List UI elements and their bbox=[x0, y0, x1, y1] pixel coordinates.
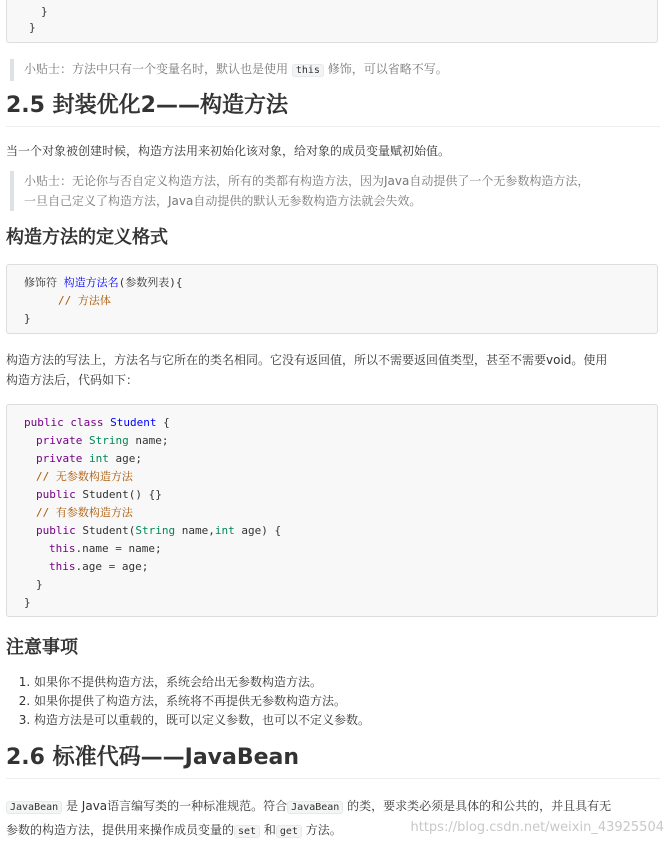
code-line: // 无参数构造方法 bbox=[36, 470, 133, 483]
paragraph-javabean bbox=[6, 795, 662, 843]
code-token: .name bbox=[75, 542, 116, 555]
code-line bbox=[36, 522, 281, 540]
code-token: (参数列表){ bbox=[118, 276, 183, 289]
code-line: // 方法体 bbox=[58, 294, 111, 307]
code-line bbox=[36, 486, 162, 504]
watermark: https://blog.csdn.net/weixin_43925504 bbox=[410, 820, 664, 835]
code-block-top bbox=[6, 0, 658, 43]
tip-text: 修饰，可以省略不写。 bbox=[327, 62, 448, 76]
paragraph-text: 是 Java语言编写类的一种标准规范。符合 bbox=[62, 799, 288, 813]
code-token: = bbox=[115, 542, 122, 555]
code-token: 构造方法名 bbox=[63, 276, 119, 289]
code-token: Student bbox=[110, 416, 157, 429]
code-token: age; bbox=[108, 452, 142, 465]
tip-line: 一旦自己定义了构造方法，Java自动提供的默认无参数构造方法就会失效。 bbox=[24, 194, 422, 208]
paragraph-text: 参数的构造方法，提供用来操作成员变量的 bbox=[6, 823, 235, 837]
code-token: int bbox=[214, 524, 235, 537]
inline-code-this: this bbox=[292, 64, 324, 77]
heading-2-6: 2.6 标准代码——JavaBean bbox=[6, 744, 660, 779]
heading-definition-format: 构造方法的定义格式 bbox=[6, 227, 168, 248]
code-token: { bbox=[156, 416, 170, 429]
code-token: this bbox=[49, 542, 76, 555]
code-token: public class bbox=[24, 416, 104, 429]
code-token: age; bbox=[115, 560, 149, 573]
paragraph-text: 和 bbox=[260, 823, 276, 837]
code-token: Student( bbox=[75, 524, 136, 537]
code-token: age) { bbox=[234, 524, 282, 537]
tip-text: 小贴士：方法中只有一个变量名时，默认也是使用 bbox=[24, 62, 289, 76]
code-token: private bbox=[36, 452, 83, 465]
notes-list bbox=[6, 673, 370, 730]
paragraph-line bbox=[6, 795, 662, 819]
tip-line: 小贴士：无论你与否自定义构造方法，所有的类都有构造方法，因为Java自动提供了一个无参数构造方法， bbox=[24, 174, 590, 188]
code-token: = bbox=[108, 560, 116, 573]
tip-quote-constructor bbox=[10, 171, 589, 211]
code-line: // 有参数构造方法 bbox=[36, 506, 133, 519]
code-line bbox=[49, 558, 148, 576]
code-line bbox=[49, 540, 162, 558]
list-item: 3. 构造方法是可以重载的，既可以定义参数，也可以不定义参数。 bbox=[34, 711, 370, 730]
code-token: int bbox=[88, 452, 109, 465]
code-token: public bbox=[36, 488, 76, 501]
inline-code-javabean: JavaBean bbox=[287, 801, 343, 814]
code-line bbox=[24, 414, 170, 432]
code-token: String bbox=[135, 524, 176, 537]
code-line: } bbox=[24, 312, 31, 325]
code-token: Student() {} bbox=[75, 488, 162, 501]
tip-quote-this bbox=[10, 59, 448, 81]
code-line bbox=[24, 274, 183, 292]
list-item: 2. 如果你提供了构造方法，系统将不再提供无参数构造方法。 bbox=[34, 692, 370, 711]
code-line bbox=[36, 450, 142, 468]
code-token: public bbox=[36, 524, 76, 537]
inline-code-set: set bbox=[234, 825, 260, 838]
code-token: .age bbox=[75, 560, 109, 573]
code-token: name; bbox=[121, 542, 162, 555]
paragraph-line: 构造方法的写法上，方法名与它所在的类名相同。它没有返回值，所以不需要返回值类型，甚至不需要void。使用 bbox=[6, 353, 608, 367]
paragraph-usage bbox=[6, 350, 662, 390]
inline-code-get: get bbox=[276, 825, 302, 838]
code-line: } bbox=[24, 596, 31, 609]
code-line: } bbox=[29, 21, 36, 34]
code-token: name, bbox=[175, 524, 215, 537]
code-token: this bbox=[49, 560, 76, 573]
code-block-student bbox=[6, 404, 658, 617]
heading-2-5: 2.5 封装优化2——构造方法 bbox=[6, 92, 660, 127]
paragraph-intro: 当一个对象被创建时候，构造方法用来初始化该对象，给对象的成员变量赋初始值。 bbox=[6, 144, 451, 158]
list-item: 1. 如果你不提供构造方法，系统会给出无参数构造方法。 bbox=[34, 673, 370, 692]
code-line bbox=[36, 432, 168, 450]
inline-code-javabean: JavaBean bbox=[6, 801, 62, 814]
paragraph-text: 的类，要求类必须是具体的和公共的，并且具有无 bbox=[343, 799, 612, 813]
code-token: 修饰符 bbox=[24, 276, 57, 289]
heading-notes: 注意事项 bbox=[6, 637, 78, 658]
code-token: String bbox=[88, 434, 129, 447]
code-line: } bbox=[41, 5, 48, 18]
paragraph-line: 构造方法后，代码如下： bbox=[6, 373, 139, 387]
code-token: private bbox=[36, 434, 83, 447]
code-block-definition bbox=[6, 264, 658, 334]
paragraph-text: 方法。 bbox=[301, 823, 342, 837]
code-token: name; bbox=[128, 434, 169, 447]
code-line: } bbox=[36, 578, 43, 591]
